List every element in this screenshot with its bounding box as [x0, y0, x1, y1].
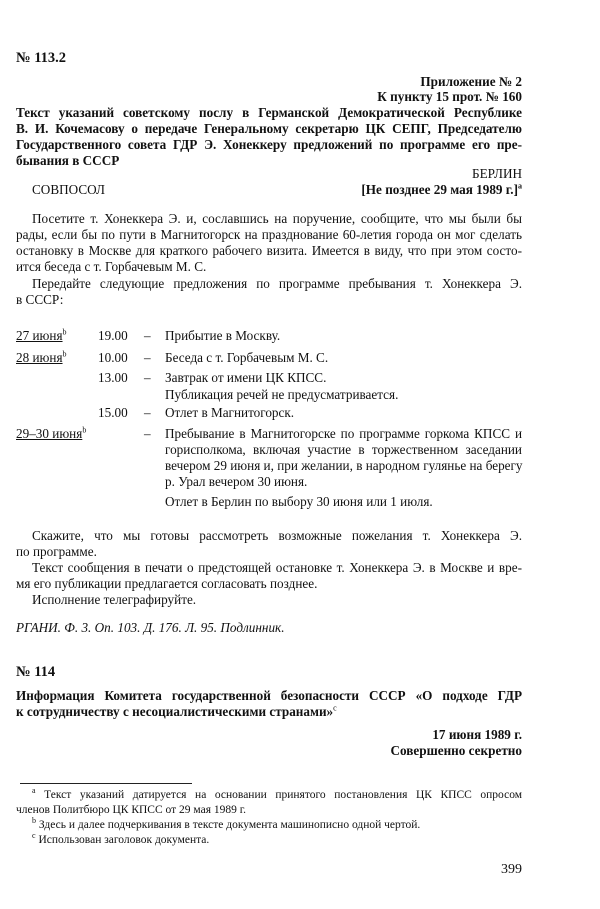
- paragraph-4-first-line: [32, 560, 522, 576]
- document-date: [361, 182, 522, 198]
- footnote-mark: b: [62, 349, 67, 359]
- footnote-a: [32, 788, 522, 803]
- title-line: [16, 704, 522, 720]
- paragraph-3-last-line: по программе.: [16, 544, 97, 559]
- schedule-item: [165, 426, 522, 490]
- document-number-114: № 114: [16, 664, 56, 680]
- footnote-mark: b: [82, 425, 87, 435]
- text-line: вечером 29 июня и, при желании, в народном гулянье на берегу: [165, 458, 523, 473]
- schedule-time: 19.00: [98, 328, 128, 343]
- schedule-item: Завтрак от имени ЦК КПСС.: [165, 370, 327, 385]
- schedule-dash: –: [144, 350, 151, 365]
- date-text: [Не позднее 29 мая 1989 г.]: [361, 182, 518, 197]
- text-line: Посетите т. Хонеккера Э. и, сославшись на поручение, сообщите, что мы были бы: [32, 211, 522, 226]
- paragraph-2-last-line: в СССР:: [16, 292, 64, 307]
- schedule-date: [16, 426, 86, 442]
- archive-source: РГАНИ. Ф. 3. Оп. 103. Д. 176. Л. 95. Подлинник.: [16, 620, 285, 635]
- page-number: 399: [501, 862, 522, 877]
- document-date-114: 17 июня 1989 г.: [432, 727, 522, 742]
- document-title-113-2: [16, 105, 522, 169]
- title-text: к сотрудничеству с несоциалистическими странами»: [16, 704, 334, 719]
- text-line: Текст сообщения в печати о предстоящей остановке т. Хонеккера Э. в Москве и вре-: [32, 560, 522, 575]
- schedule-dash: –: [144, 426, 151, 441]
- footnote-text: Использован заголовок документа.: [38, 834, 210, 846]
- text-line: горисполкома, включая участие в торжественном заседании: [165, 442, 522, 457]
- footnote-mark: a: [32, 786, 36, 796]
- title-line: бывания в СССР: [16, 153, 120, 168]
- footnote-mark: a: [518, 181, 522, 191]
- footnote-text: Здесь и далее подчеркивания в тексте документа машинописно одной чертой.: [38, 819, 421, 831]
- schedule-item: Прибытие в Москву.: [165, 328, 281, 343]
- footnote-mark: c: [333, 703, 337, 713]
- schedule-time: 10.00: [98, 350, 128, 365]
- schedule-dash: –: [144, 405, 151, 420]
- title-line: Информация Комитета государственной безопасности СССР «О подходе ГДР: [16, 688, 522, 703]
- text-line: остановку в Москве для краткого рабочего визита. Имеется в виду, что при этом состо-: [16, 243, 522, 258]
- footnote-rule: [20, 783, 192, 784]
- footnote-mark: b: [62, 327, 67, 337]
- footnote-mark: c: [32, 831, 36, 841]
- footnote-mark: b: [32, 816, 36, 826]
- schedule-date: [16, 328, 67, 344]
- classification-label: Совершенно секретно: [390, 743, 522, 758]
- document-title-114: [16, 688, 522, 720]
- schedule-time: 13.00: [98, 370, 128, 385]
- schedule-item: Отлет в Магнитогорск.: [165, 405, 295, 420]
- title-line: В. И. Кочемасову о передаче Генеральному секретарю ЦК СЕПГ, Председателю: [16, 121, 522, 136]
- footnote-text: Текст указаний датируется на основании принятого постановления ЦК КПСС опросом: [44, 789, 522, 801]
- schedule-dash: –: [144, 328, 151, 343]
- paragraph-2-first-line: [32, 276, 522, 292]
- paragraph-1-first-line: [32, 211, 522, 227]
- footnote-b: [32, 818, 420, 833]
- title-line: Государственного совета ГДР Э. Хонеккеру предложений по программе его пре-: [16, 137, 522, 152]
- text-line: Передайте следующие предложения по программе пребывания т. Хонеккера Э.: [32, 276, 522, 291]
- text-line: ится беседа с т. Горбачевым М. С.: [16, 259, 207, 274]
- schedule-item: Беседа с т. Горбачевым М. С.: [165, 350, 329, 365]
- footnote-c: [32, 833, 209, 848]
- footnote-a-continued: членов Политбюро ЦК КПСС от 29 мая 1989 г.: [16, 804, 247, 816]
- city-label: БЕРЛИН: [472, 166, 522, 181]
- schedule-time: 15.00: [98, 405, 128, 420]
- paragraph-4-last-line: мя его публикации предлагается согласовать позднее.: [16, 576, 318, 591]
- date-text: 28 июня: [16, 350, 63, 365]
- text-line: Скажите, что мы готовы рассмотреть возможные пожелания т. Хонеккера Э.: [32, 528, 522, 543]
- schedule-item-note: Публикация речей не предусматривается.: [165, 387, 399, 402]
- document-number-113-2: № 113.2: [16, 50, 67, 66]
- appendix-label: Приложение № 2: [420, 74, 522, 89]
- text-line: Пребывание в Магнитогорске по программе горкома КПСС и: [165, 426, 522, 441]
- text-line: рады, если бы по пути в Магнитогорск на празднование 60-летия города он мог сделать: [16, 227, 522, 242]
- date-text: 27 июня: [16, 328, 63, 343]
- paragraph-1: [16, 227, 522, 275]
- schedule-date: [16, 350, 67, 366]
- paragraph-3-first-line: [32, 528, 522, 544]
- schedule-item-note: Отлет в Берлин по выбору 30 июня или 1 июля.: [165, 494, 433, 509]
- text-line: р. Урал вечером 30 июня.: [165, 474, 308, 489]
- appendix-reference: К пункту 15 прот. № 160: [377, 89, 522, 104]
- schedule-dash: –: [144, 370, 151, 385]
- addressee-label: СОВПОСОЛ: [32, 182, 105, 197]
- title-line: Текст указаний советскому послу в Германской Демократической Республике: [16, 105, 522, 120]
- paragraph-5: Исполнение телеграфируйте.: [32, 592, 197, 607]
- date-text: 29–30 июня: [16, 426, 83, 441]
